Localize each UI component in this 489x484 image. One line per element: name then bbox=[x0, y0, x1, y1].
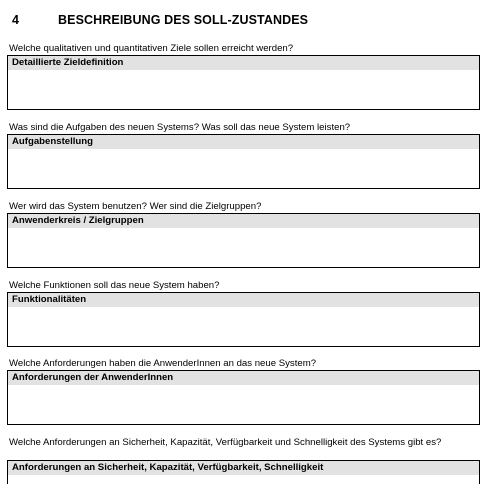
question-user-requirements: Welche Anforderungen haben die AnwenderInnen an das neue System? bbox=[9, 358, 317, 369]
field-target-groups[interactable] bbox=[7, 213, 480, 268]
field-functionalities[interactable] bbox=[7, 292, 480, 347]
question-goals: Welche qualitativen und quantitativen Ziele sollen erreicht werden? bbox=[9, 43, 294, 54]
field-goal-definition[interactable] bbox=[7, 55, 480, 110]
field-system-requirements[interactable] bbox=[7, 460, 480, 484]
question-system-requirements: Welche Anforderungen an Sicherheit, Kapazität, Verfügbarkeit und Schnelligkeit des Systems gibt es? bbox=[9, 437, 442, 448]
question-tasks: Was sind die Aufgaben des neuen Systems? Was soll das neue System leisten? bbox=[9, 122, 351, 133]
section-number: 4 bbox=[12, 13, 20, 27]
field-user-requirements[interactable] bbox=[7, 370, 480, 425]
field-label-target-groups: Anwenderkreis / Zielgruppen bbox=[8, 214, 479, 228]
field-task-description[interactable] bbox=[7, 134, 480, 189]
field-label-task-description: Aufgabenstellung bbox=[8, 135, 479, 149]
field-label-functionalities: Funktionalitäten bbox=[8, 293, 479, 307]
question-functions: Welche Funktionen soll das neue System haben? bbox=[9, 280, 220, 291]
section-title: BESCHREIBUNG DES SOLL-ZUSTANDES bbox=[58, 13, 309, 27]
field-label-system-requirements: Anforderungen an Sicherheit, Kapazität, Verfügbarkeit, Schnelligkeit bbox=[8, 461, 479, 475]
question-users: Wer wird das System benutzen? Wer sind die Zielgruppen? bbox=[9, 201, 262, 212]
section-heading bbox=[12, 13, 308, 27]
field-label-user-requirements: Anforderungen der AnwenderInnen bbox=[8, 371, 479, 385]
field-label-goal-definition: Detaillierte Zieldefinition bbox=[8, 56, 479, 70]
